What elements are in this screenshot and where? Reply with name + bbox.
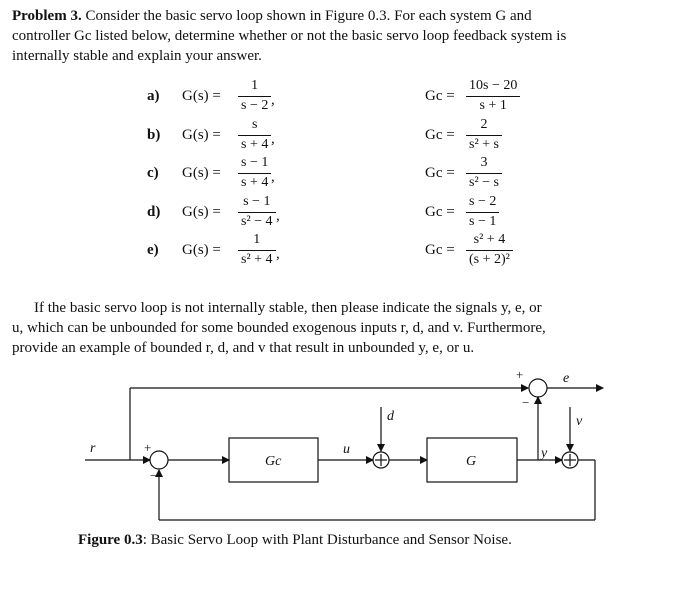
plant-denominator: s + 4 [241,136,269,152]
plant-fraction [238,155,271,191]
problem-item [0,117,690,157]
controller-numerator: 10s − 20 [469,78,518,93]
controller-numerator: 3 [480,155,488,170]
comma: , [271,130,275,147]
problem-item [0,78,690,118]
fraction-bar [466,212,499,213]
controller-denominator: s² − s [469,175,499,190]
figure-caption [78,532,512,549]
controller-fraction [466,117,502,153]
plant-numerator: s − 1 [241,155,269,170]
controller-denominator: (s + 2)² [469,252,510,267]
controller-denominator: s + 1 [479,98,507,113]
problem-statement [12,6,672,66]
plant-lhs: G(s) = [182,88,221,104]
problem-item-label: c) [147,165,159,181]
signal-v: v [576,414,583,429]
fraction-bar [238,135,271,136]
summing-junction-1 [150,451,168,469]
figure-caption-text: : Basic Servo Loop with Plant Disturbance and Sensor Noise. [142,532,512,548]
controller-fraction [466,78,520,114]
fraction-bar [238,173,271,174]
plant-denominator: s + 4 [241,175,269,190]
signal-r: r [90,441,96,456]
controller-lhs: Gc = [425,242,455,258]
plant-denominator: s² − 4 [241,213,273,229]
controller-lhs: Gc = [425,88,455,104]
signal-d: d [387,409,394,424]
plant-lhs: G(s) = [182,165,221,181]
fraction-bar [466,173,502,174]
problem-item-label: a) [147,88,160,104]
plant-lhs: G(s) = [182,126,221,143]
fraction-bar [466,96,520,97]
plant-lhs: G(s) = [182,203,221,220]
plant-numerator: s [251,116,258,132]
sum1-plus-sign: + [144,440,152,455]
intro-line-3: internally stable and explain your answer. [12,48,262,64]
servo-loop-diagram [0,355,690,535]
controller-denominator: s − 1 [469,213,497,229]
signal-y: y [541,446,548,461]
problem-item-label: e) [147,242,159,258]
controller-denominator: s² + s [469,136,499,152]
plant-numerator: s − 1 [243,193,271,209]
comma: , [276,246,280,262]
followup-line-1: If the basic servo loop is not internally stable, then please indicate the signals y, e, or [34,300,542,316]
plant-fraction [238,78,271,114]
fraction-bar [466,250,513,251]
controller-lhs: Gc = [425,126,455,143]
sum1-minus-sign: − [150,468,158,483]
comma: , [271,92,275,108]
fraction-bar [238,96,271,97]
figure-caption-label: Figure 0.3 [78,532,143,548]
plant-numerator: 1 [251,78,259,93]
problem-item-label: b) [147,126,161,143]
sum4-plus-sign: + [516,367,524,382]
problem-item-label: d) [147,203,161,220]
plant-fraction [238,232,276,268]
controller-numerator: 2 [480,116,488,132]
block-g-label: G [466,454,477,469]
controller-fraction [466,194,499,230]
comma: , [271,169,275,185]
followup-line-3: provide an example of bounded r, d, and v that result in unbounded y, e, or u. [12,340,475,356]
plant-fraction [238,117,271,153]
followup-line-2: u, which can be unbounded for some bounded exogenous inputs r, d, and v. Furthermore, [12,320,546,336]
summing-junction-4 [529,379,547,397]
signal-u: u [343,442,350,457]
comma: , [276,207,280,224]
problem-item [0,155,690,195]
controller-lhs: Gc = [425,203,455,220]
plant-fraction [238,194,276,230]
controller-numerator: s − 2 [469,193,497,209]
plant-denominator: s − 2 [241,98,269,113]
problem-item [0,194,690,234]
signal-e: e [563,371,570,386]
intro-line-1: Consider the basic servo loop shown in Figure 0.3. For each system G and [85,8,532,24]
controller-numerator: s² + 4 [473,232,506,247]
fraction-bar [238,250,276,251]
fraction-bar [238,212,276,213]
controller-lhs: Gc = [425,165,455,181]
followup-paragraph [12,298,672,358]
plant-numerator: 1 [253,232,261,247]
fraction-bar [466,135,502,136]
intro-line-2: controller Gc listed below, determine whether or not the basic servo loop feedback system is [12,28,567,44]
controller-fraction [466,155,502,191]
block-gc-label: Gc [265,454,282,469]
plant-lhs: G(s) = [182,242,221,258]
plant-denominator: s² + 4 [241,252,273,267]
problem-label: Problem 3. [12,8,82,24]
problem-item [0,232,690,272]
controller-fraction [466,232,513,268]
sum4-minus-sign: − [522,395,530,410]
